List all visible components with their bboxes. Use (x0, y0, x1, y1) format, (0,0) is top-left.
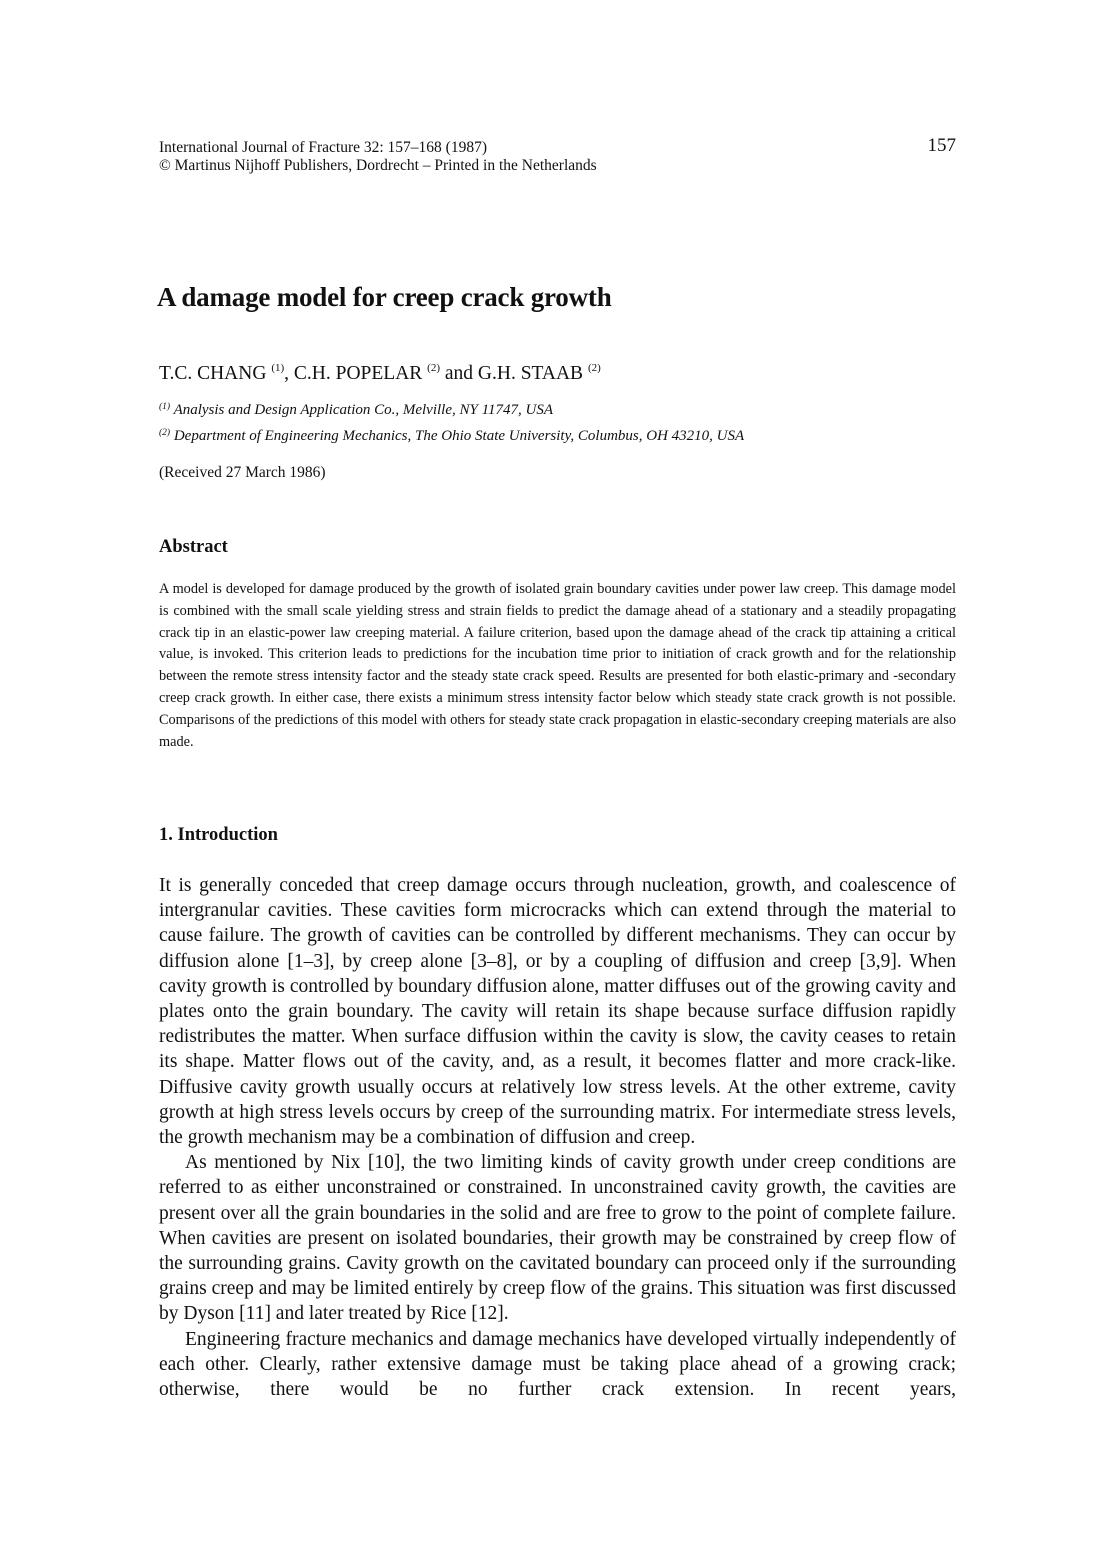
affiliation-list (159, 396, 744, 448)
paper-title: A damage model for creep crack growth (157, 282, 612, 312)
section-heading: 1. Introduction (159, 825, 278, 845)
author-separator: and (440, 363, 478, 384)
affiliation-mark: (2) (587, 362, 601, 374)
affiliation-mark: (1) (271, 362, 285, 374)
abstract-heading: Abstract (159, 537, 228, 557)
affiliation-mark: (2) (159, 428, 171, 438)
affiliation (159, 422, 744, 448)
affiliation-text: Analysis and Design Application Co., Melville, NY 11747, USA (173, 402, 553, 418)
abstract-text: A model is developed for damage produced by the growth of isolated grain boundary cavities under power law creep. This damage model is combined with the small scale yielding stress and strain fields to predict the damage ahead of a stationary and a steadily propagating crack tip in an elastic-power law creeping material. A failure criterion, based upon the damage ahead of the crack tip attaining a critical value, is invoked. This criterion leads to predictions for the incubation time prior to initiation of crack growth and for the relationship between the remote stress intensity factor and the steady state crack speed. Results are presented for both elastic-primary and -secondary creep crack growth. In either case, there exists a minimum stress intensity factor below which steady state crack growth is not possible. Comparisons of the predictions of this model with others for steady state crack propagation in elastic-secondary creeping materials are also made. (159, 581, 956, 750)
body-paragraph: As mentioned by Nix [10], the two limiting kinds of cavity growth under creep conditions are referred to as either unconstrained or constrained. In unconstrained cavity growth, the cavities are present over all the grain boundaries in the solid and are free to grow to the point of complete failure. When cavities are present on isolated boundaries, their growth may be constrained by creep flow of the surrounding grains. Cavity growth on the cavitated boundary can proceed only if the surrounding grains creep and may be limited entirely by creep flow of the grains. This situation was first discussed by Dyson [11] and later treated by Rice [12]. (159, 1152, 956, 1325)
page-number: 157 (927, 135, 956, 156)
journal-citation: International Journal of Fracture 32: 157–168 (1987) (159, 139, 487, 156)
received-date: (Received 27 March 1986) (159, 464, 326, 481)
body-paragraph: It is generally conceded that creep damage occurs through nucleation, growth, and coalescence of intergranular cavities. These cavities form microcracks which can extend through the material to cause failure. The growth of cavities can be controlled by different mechanisms. They can occur by diffusion alone [1–3], by creep alone [3–8], or by a coupling of diffusion and creep [3,9]. When cavity growth is controlled by boundary diffusion alone, matter diffuses out of the growing cavity and plates onto the grain boundary. The cavity will retain its shape because surface diffusion rapidly redistributes the matter. When surface diffusion within the cavity is slow, the cavity ceases to retain its shape. Matter flows out of the cavity, and, as a result, it becomes flatter and more crack-like. Diffusive cavity growth usually occurs at relatively low stress levels. At the other extreme, cavity growth at high stress levels occurs by creep of the surrounding matrix. For intermediate stress levels, the growth mechanism may be a combination of diffusion and creep. (159, 875, 956, 1149)
affiliation-mark: (1) (159, 402, 171, 412)
author-separator: , (284, 363, 294, 384)
running-header (159, 135, 956, 175)
affiliation-mark: (2) (427, 362, 440, 374)
author-name: C.H. POPELAR (293, 363, 423, 384)
author-name: T.C. CHANG (159, 363, 267, 384)
author-list (159, 362, 601, 385)
author-name: G.H. STAAB (477, 363, 584, 384)
publisher-line: © Martinus Nijhoff Publishers, Dordrecht – Printed in the Netherlands (159, 157, 597, 174)
body-paragraph: Engineering fracture mechanics and damage mechanics have developed virtually independently of each other. Clearly, rather extensive damage must be taking place ahead of a growing crack; otherwise, there would be no further crack extension. In recent years, (159, 1328, 956, 1401)
introduction-body (159, 873, 956, 1402)
affiliation-text: Department of Engineering Mechanics, The Ohio State University, Columbus, OH 43210, USA (173, 428, 745, 444)
affiliation (159, 396, 744, 422)
